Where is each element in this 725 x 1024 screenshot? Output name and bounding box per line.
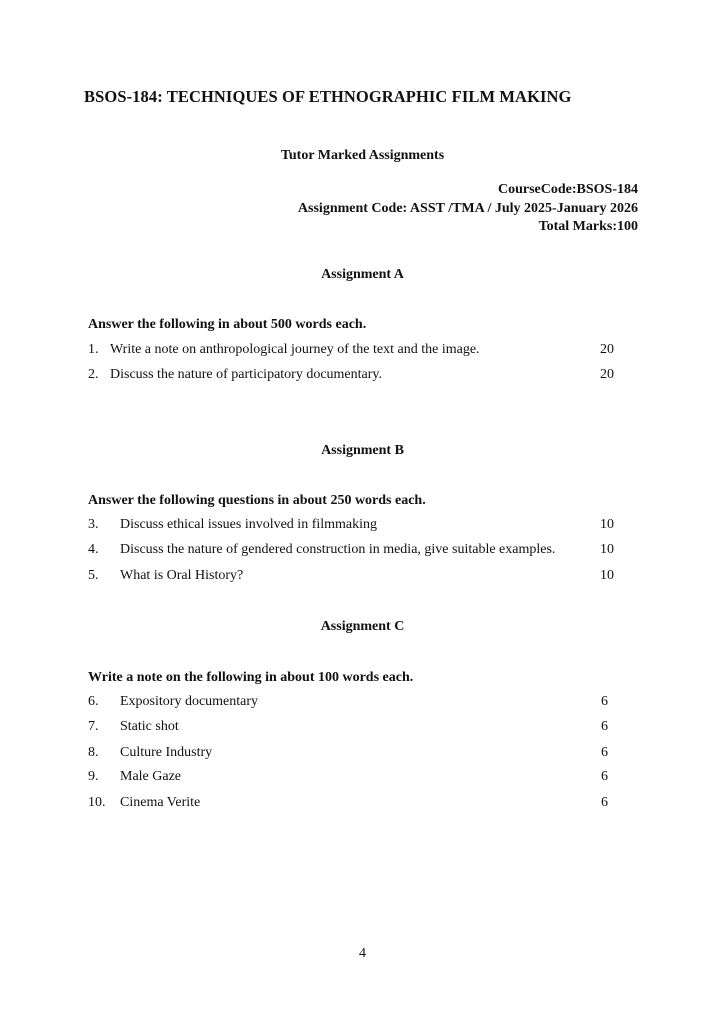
question-number: 6. bbox=[88, 694, 99, 709]
question-row bbox=[88, 542, 628, 562]
course-title: BSOS-184: TECHNIQUES OF ETHNOGRAPHIC FILM MAKING bbox=[84, 87, 572, 106]
question-number: 1. bbox=[88, 342, 99, 357]
question-row bbox=[88, 795, 628, 815]
question-text: Culture Industry bbox=[120, 745, 213, 760]
total-marks: Total Marks:100 bbox=[538, 219, 638, 234]
question-marks: 20 bbox=[600, 367, 614, 382]
question-marks: 10 bbox=[600, 542, 614, 557]
question-marks: 6 bbox=[601, 694, 608, 709]
question-number: 5. bbox=[88, 568, 99, 583]
section-heading-a: Assignment A bbox=[321, 267, 404, 282]
question-row bbox=[88, 367, 628, 387]
question-text: Discuss the nature of participatory documentary. bbox=[110, 367, 383, 382]
question-marks: 6 bbox=[601, 745, 608, 760]
question-text: Male Gaze bbox=[120, 769, 182, 784]
question-row bbox=[88, 694, 628, 714]
question-marks: 10 bbox=[600, 517, 614, 532]
question-marks: 6 bbox=[601, 795, 608, 810]
page-number: 4 bbox=[359, 946, 366, 961]
assignment-info-block bbox=[298, 181, 638, 237]
question-row bbox=[88, 342, 628, 362]
question-number: 8. bbox=[88, 745, 99, 760]
question-text: Expository documentary bbox=[120, 694, 259, 709]
section-instruction-a: Answer the following in about 500 words each. bbox=[88, 317, 367, 332]
tma-heading: Tutor Marked Assignments bbox=[280, 148, 445, 163]
question-text: Cinema Verite bbox=[120, 795, 201, 810]
question-row bbox=[88, 719, 628, 739]
assignment-code: Assignment Code: ASST /TMA / July 2025-January 2026 bbox=[297, 200, 638, 216]
section-instruction-c: Write a note on the following in about 100 words each. bbox=[88, 670, 414, 685]
question-number: 7. bbox=[88, 719, 99, 734]
question-marks: 10 bbox=[600, 568, 614, 583]
question-row bbox=[88, 769, 628, 789]
question-row bbox=[88, 745, 628, 765]
question-row bbox=[88, 568, 628, 588]
question-marks: 6 bbox=[601, 769, 608, 784]
question-text: What is Oral History? bbox=[120, 568, 244, 583]
question-marks: 20 bbox=[600, 342, 614, 357]
question-number: 2. bbox=[88, 367, 99, 382]
course-code: CourseCode:BSOS-184 bbox=[497, 182, 638, 197]
section-instruction-b: Answer the following questions in about 250 words each. bbox=[88, 493, 426, 508]
question-number: 4. bbox=[88, 542, 99, 557]
section-heading-c: Assignment C bbox=[320, 619, 405, 634]
question-number: 10. bbox=[88, 795, 106, 810]
question-text: Discuss the nature of gendered construction in media, give suitable examples. bbox=[120, 542, 556, 557]
question-text: Write a note on anthropological journey of the text and the image. bbox=[110, 342, 480, 357]
question-text: Static shot bbox=[120, 719, 179, 734]
question-marks: 6 bbox=[601, 719, 608, 734]
question-text: Discuss ethical issues involved in filmmaking bbox=[120, 517, 378, 532]
question-row bbox=[88, 517, 628, 537]
section-heading-b: Assignment B bbox=[321, 443, 404, 458]
question-number: 3. bbox=[88, 517, 99, 532]
question-number: 9. bbox=[88, 769, 99, 784]
